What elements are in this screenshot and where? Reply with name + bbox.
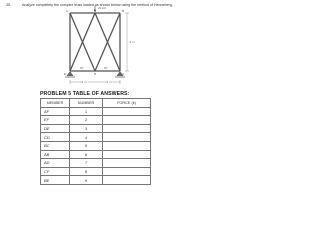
table-row — [41, 159, 151, 168]
member-cell: BC — [41, 141, 70, 150]
joint-label-d: D — [94, 72, 97, 76]
member-cell: AB — [41, 150, 70, 159]
force-cell[interactable] — [103, 176, 151, 185]
force-cell[interactable] — [103, 150, 151, 159]
left-pin-support — [67, 71, 74, 76]
height-label: 9 m — [129, 40, 135, 44]
number-cell: 2 — [70, 116, 103, 125]
joint-label-b: B — [122, 9, 125, 13]
member-cell: AF — [41, 107, 70, 116]
answers-table-title: PROBLEM 5 TABLE OF ANSWERS: — [40, 91, 130, 97]
table-header-row — [41, 99, 151, 108]
joint-label-f: F — [94, 8, 96, 12]
table-row — [41, 133, 151, 142]
number-cell: 8 — [70, 167, 103, 176]
number-cell: 6 — [70, 150, 103, 159]
member-cell: CD — [41, 133, 70, 142]
table-row — [41, 150, 151, 159]
number-cell: 7 — [70, 159, 103, 168]
load-label: 20 kN — [98, 6, 106, 10]
question-number: 35. — [6, 3, 11, 7]
joint-label-c: C — [122, 72, 125, 76]
number-cell: 5 — [70, 141, 103, 150]
member-cell: CF — [41, 167, 70, 176]
table-row — [41, 116, 151, 125]
force-cell[interactable] — [103, 133, 151, 142]
answers-table — [40, 98, 151, 185]
force-cell[interactable] — [103, 159, 151, 168]
force-cell[interactable] — [103, 116, 151, 125]
table-row — [41, 176, 151, 185]
force-cell[interactable] — [103, 124, 151, 133]
number-cell: 1 — [70, 107, 103, 116]
truss-members — [70, 13, 120, 71]
angle-label-right: 60° — [104, 67, 108, 70]
height-dimension — [125, 13, 129, 71]
table-row — [41, 124, 151, 133]
header-number: NUMBER — [70, 99, 103, 108]
span-label-left: 6 m — [81, 80, 87, 85]
number-cell: 9 — [70, 176, 103, 185]
member-cell: BE — [41, 176, 70, 185]
header-force: FORCE (k) — [103, 99, 151, 108]
member-cell: AD — [41, 159, 70, 168]
member-cell: EF — [41, 116, 70, 125]
number-cell: 4 — [70, 133, 103, 142]
force-cell[interactable] — [103, 107, 151, 116]
force-cell[interactable] — [103, 141, 151, 150]
header-member: MEMBER — [41, 99, 70, 108]
force-cell[interactable] — [103, 167, 151, 176]
angle-label-left: 60° — [80, 67, 84, 70]
joint-label-e: E — [64, 72, 67, 76]
question-text: Analyze completely the complex truss loaded as shown below using the method of Henneberg. — [22, 3, 173, 7]
table-row — [41, 167, 151, 176]
truss-diagram — [60, 5, 142, 85]
member-cell: DE — [41, 124, 70, 133]
table-row — [41, 141, 151, 150]
table-row — [41, 107, 151, 116]
number-cell: 3 — [70, 124, 103, 133]
joint-label-a: A — [66, 9, 69, 13]
span-label-right: 6 m — [106, 80, 112, 85]
